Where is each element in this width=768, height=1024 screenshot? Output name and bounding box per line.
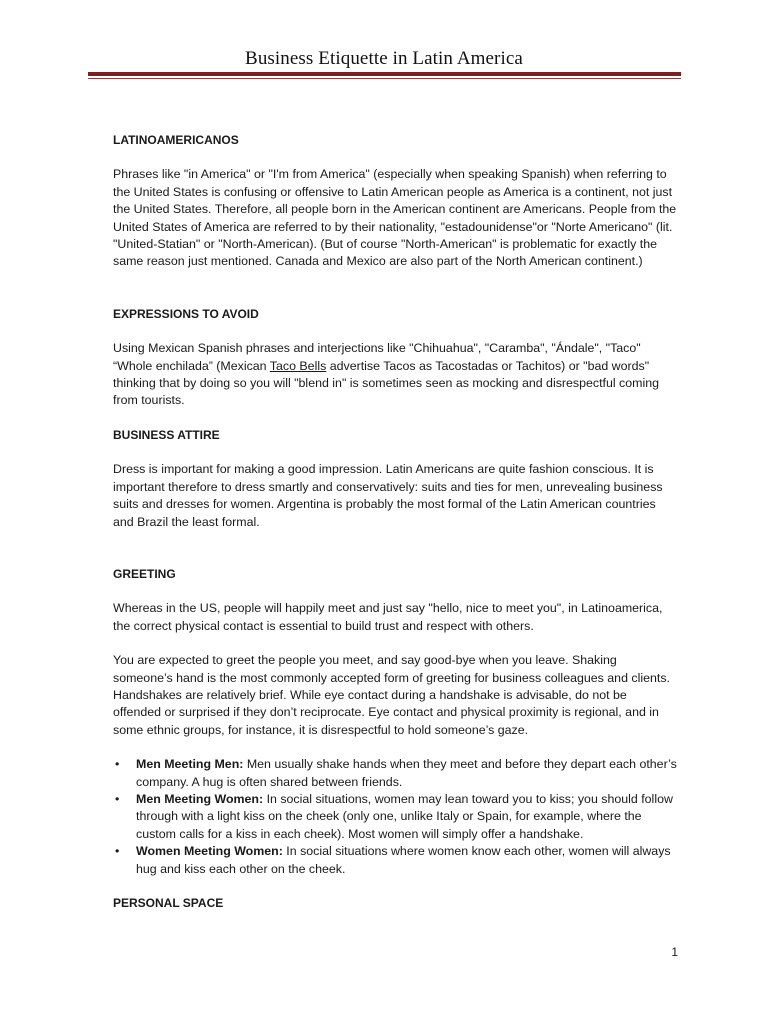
list-item xyxy=(113,791,678,843)
section-heading-expressions: EXPRESSIONS TO AVOID xyxy=(113,306,259,321)
bullet-label: Men Meeting Women: xyxy=(136,791,264,806)
paragraph-greeting-2: You are expected to greet the people you meet, and say good-bye when you leave. Shaking someone’s hand is the most commonly accepted form of greeting for business colleagues and clients. Handshakes are relatively brief. While eye contact during a handshake is advisable, do not be offended or surprised if they don’t reciprocate. Eye contact and physical proximity is regional, and in some ethnic groups, for instance, it is disrespectful to hold someone’s gaze. xyxy=(113,653,670,737)
header-rule xyxy=(88,72,681,76)
paragraph-expressions-part2: advertise Tacos as Tacostadas or Tachitos) or "bad words" thinking that by doing so you will "blend in" is sometimes seen as mocking and disrespectful coming from tourists. xyxy=(113,358,660,408)
section-heading-greeting: GREETING xyxy=(113,566,176,581)
taco-bells-link[interactable]: Taco Bells xyxy=(269,358,327,373)
greeting-bullet-list xyxy=(113,756,678,878)
bullet-text: In social situations where women know each other, women will always hug and kiss each other on the cheek. xyxy=(136,844,671,876)
bullet-icon: • xyxy=(115,791,120,806)
header-rule-thin xyxy=(88,78,681,79)
paragraph-expressions-part1: Using Mexican Spanish phrases and interjections like "Chihuahua", "Caramba", "Ándale", "Taco" “Whole enchilada” (Mexican xyxy=(113,341,641,373)
list-item xyxy=(113,843,678,878)
section-heading-personal-space: PERSONAL SPACE xyxy=(113,896,224,910)
paragraph-greeting-1: Whereas in the US, people will happily meet and just say "hello, nice to meet you", in Latinoamerica, the correct physical contact is essential to build trust and respect with others. xyxy=(113,601,663,633)
paragraph-latinoamericanos: Phrases like "in America" or "I'm from America" (especially when speaking Spanish) when referring to the United States is confusing or offensive to Latin American people as America is a continent, not just the United States. Therefore, all people born in the American continent are Americans. People from the United States of America are referred to by their nationality, "estadounidense"or "Norte Americano" (lit. "United-Statian" or "North-American). (But of course "North-American" is problematic for exactly the same reason just mentioned. Canada and Mexico are also part of the North American continent.) xyxy=(113,167,677,269)
document-body xyxy=(113,132,678,912)
section-heading-attire: BUSINESS ATTIRE xyxy=(113,427,220,442)
section-heading-latinoamericanos: LATINOAMERICANOS xyxy=(113,133,239,147)
page-number: 1 xyxy=(671,945,678,959)
list-item xyxy=(113,756,678,791)
page-title: Business Etiquette in Latin America xyxy=(245,48,523,69)
bullet-label: Women Meeting Women: xyxy=(136,844,283,859)
bullet-text: Men usually shake hands when they meet and before they depart each other’s company. A hug is often shared between friends. xyxy=(136,757,677,789)
bullet-label: Men Meeting Men: xyxy=(136,757,244,772)
bullet-icon: • xyxy=(115,844,120,859)
bullet-icon: • xyxy=(115,757,120,772)
paragraph-attire: Dress is important for making a good impression. Latin Americans are quite fashion conscious. It is important therefore to dress smartly and conservatively: suits and ties for men, unrevealing business suits and dresses for women. Argentina is probably the most formal of the Latin American countries and Brazil the least formal. xyxy=(113,462,663,529)
paragraph-expressions xyxy=(113,340,678,410)
bullet-text: In social situations, women may lean toward you to kiss; you should follow through with a light kiss on the cheek (only one, unlike Italy or Spain, for example, where the custom calls for a kiss in each cheek). Most women will simply offer a handshake. xyxy=(136,791,673,841)
